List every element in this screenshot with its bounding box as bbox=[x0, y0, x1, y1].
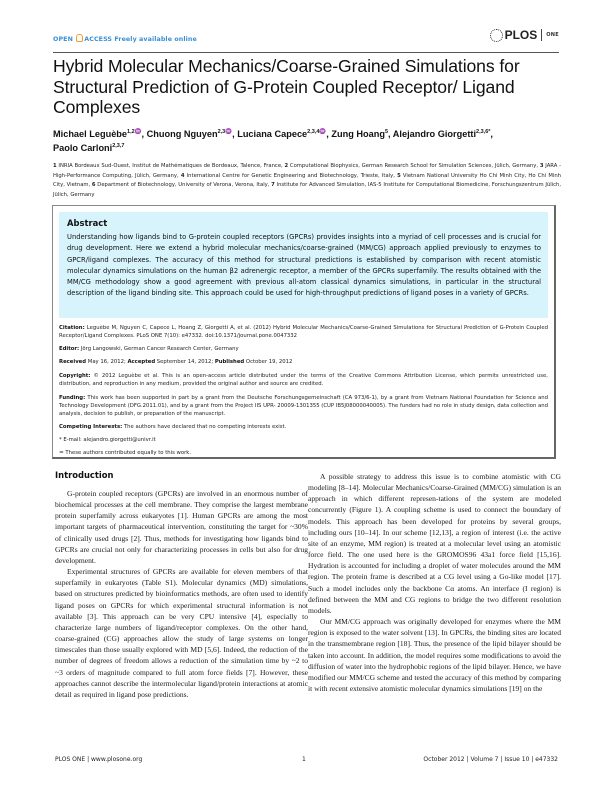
copyright-label: Copyright: bbox=[59, 373, 91, 379]
plos-wordmark: PLOS bbox=[504, 28, 538, 42]
corresponding-email[interactable]: * E-mail: alejandro.giorgetti@univr.it bbox=[59, 437, 156, 443]
one-wordmark: ONE bbox=[546, 32, 559, 38]
author-name: Zung Hoang bbox=[331, 129, 385, 139]
intro-column-left bbox=[55, 488, 308, 700]
competing-text: The authors have declared that no competing interests exist. bbox=[122, 424, 287, 430]
funding-text: This work has been supported in part by a grant from the Deutsche Forschungsgemeinschaft (CA 973/6-1), by a grant from Vietnam National Foundation for Science and Technology Development (DFG.2011.01), and by a grant from the Project IIS UPR- 20009-1301355 (CUP IB5J08000040005). The funders had no role in study design, data collection and analysis, decision to publish, or preparation of the manuscript. bbox=[59, 395, 548, 418]
affiliation-text: International Centre for Genetic Engineering and Biotechnology, Trieste, Italy, bbox=[184, 172, 398, 179]
affiliation-text: JARA - High-Performance Computing, Jülich, Germany, bbox=[53, 163, 561, 179]
author-list bbox=[53, 127, 563, 155]
intro-column-right bbox=[308, 471, 561, 694]
open-lock-icon bbox=[76, 34, 83, 42]
competing-label: Competing Interests: bbox=[59, 424, 123, 430]
page-number: 1 bbox=[302, 756, 306, 763]
author-affiliation-sup: 5 bbox=[384, 129, 389, 135]
received-label: Received bbox=[59, 359, 87, 365]
paragraph: Our MM/CG approach was originally developed for enzymes where the MM region is exposed to the water solvent [13]. In GPCRs, the binding sites are located in the transmembrane region [18]. Thus, the presence of the lipid bilayer should be taken into account. In addition, the model requires some modifications to avoid the diffusion of water into the hydrophobic regions of the lipid bilayer. Hence, we have modified our MM/CG scheme and tested the accuracy of this method by comparing it with recent extensive atomistic molecular dynamics simulations [19] on the bbox=[308, 617, 561, 693]
logo-divider bbox=[541, 29, 542, 41]
affiliation-text: Vietnam National University Ho Chi Minh City, Ho Chi Minh City, Vietnam, bbox=[53, 172, 561, 189]
affiliation-text: Computational Biophysics, German Research School for Simulation Sciences, Jülich, Germany, bbox=[288, 163, 540, 169]
author-separator: , bbox=[326, 129, 332, 139]
affiliation-text: Institute for Advanced Simulation, IAS-5 Institute for Computational Biomedicine, Forschungszentrum Jülich, Jülich, Germany bbox=[53, 182, 561, 199]
footer-journal[interactable]: PLOS ONE | www.plosone.org bbox=[55, 756, 143, 763]
affiliation-number: 7 bbox=[271, 182, 275, 189]
affiliation-number: 1 bbox=[53, 163, 57, 169]
published-date: October 19, 2012 bbox=[244, 359, 293, 365]
affiliation-number: 4 bbox=[180, 172, 185, 179]
author-name: Chuong Nguyen bbox=[146, 129, 218, 139]
author-affiliation-sup: 2,3,7 bbox=[112, 143, 125, 149]
editor-label: Editor: bbox=[59, 346, 80, 352]
citation-label: Citation: bbox=[59, 325, 85, 331]
author-name: Luciana Capece bbox=[237, 129, 308, 139]
paragraph: G-protein coupled receptors (GPCRs) are involved in an enormous number of biochemical processes at the cell membrane. They comprise the largest membrane protein superfamily across eukaryotes [1]. Human GPCRs are among the most important targets of pharmaceutical intervention, constituting the target for ~30% of clinically used drugs [2]. Thus, methods for investigating how ligands bind to GPCRs are crucial not only for characterizing processes in cells but also for drug development. bbox=[55, 489, 308, 565]
author-affiliation-sup: 2,3,6* bbox=[476, 129, 491, 135]
editor bbox=[59, 345, 548, 353]
front-matter-box bbox=[52, 205, 556, 459]
author-name: Alejandro Giorgetti bbox=[392, 129, 477, 139]
dates bbox=[59, 358, 548, 366]
access-label: ACCESS bbox=[84, 36, 113, 43]
editor-text: Jörg Langowski, German Cancer Research Center, Germany bbox=[79, 346, 239, 352]
author-name: Paolo Carloni bbox=[53, 143, 113, 153]
paragraph: Experimental structures of GPCRs are available for eleven members of that superfamily in eukaryotes (Table S1). Molecular dynamics (MD) simulations, based on structures predicted by bioinformatics methods, are often used to identify ligand poses on GPCRs for which experimental structural information is not available [3]. This approach can be very CPU intensive [4], especially to characterize large numbers of ligand/receptor complexes. On the other hand, coarse-grained (CG) approaches allow the study of large systems on longer timescales than those usually explored with MD [5,6]. Indeed, the reduction of the number of degrees of freedom allows a reduction of the simulation time by ~2 to ~3 orders of magnitude compared to full atom force fields [7]. However, these approaches cannot describe the intermolecular ligand/protein interactions at atomic detail as required in ligand pose predictions. bbox=[55, 567, 308, 699]
affiliation-number: 6 bbox=[91, 182, 96, 189]
author-affiliation-sup: 1,2♒ bbox=[127, 129, 142, 135]
citation-text[interactable]: Leguèbe M, Nguyen C, Capece L, Hoang Z, Giorgetti A, et al. (2012) Hybrid Molecular Mechanics/Coarse-Grained Simulations for Structural Prediction of G-Protein Coupled Receptor/Ligand Complexes. PLoS ONE 7(10): e47332. doi:10.1371/journal.pone.0047332 bbox=[59, 325, 548, 340]
plos-one-logo bbox=[490, 28, 559, 42]
author-affiliation-sup: 2,3♒ bbox=[217, 129, 233, 135]
received-date: May 16, 2012; bbox=[86, 359, 128, 365]
funding-label: Funding: bbox=[59, 395, 86, 401]
funding bbox=[59, 394, 548, 419]
author-separator: , bbox=[388, 129, 393, 139]
open-access-banner bbox=[53, 34, 197, 43]
author-affiliation-sup: 2,3,4♒ bbox=[307, 129, 327, 135]
author-separator: , bbox=[232, 129, 238, 139]
abstract-panel bbox=[59, 212, 548, 318]
affiliation-number: 5 bbox=[397, 172, 401, 179]
affiliation-number: 3 bbox=[539, 163, 544, 169]
author-separator: , bbox=[141, 129, 147, 139]
freely-available-label: Freely available online bbox=[114, 36, 197, 43]
abstract-text: Understanding how ligands bind to G-protein coupled receptors (GPCRs) provides insights into a myriad of cell processes and is crucial for drug development. Here we extend a hybrid molecular mechanics/coarse-grained (MM/CG) approach applied previously to enzymes to GPCR/ligand complexes. The accuracy of this method for structural predictions is established by comparison with recent atomistic molecular dynamics simulations on the human β2 adrenergic receptor, a member of the GPCRs superfamily. The results obtained with the MM/CG methodology show a good agreement with previous all-atom classical dynamics simulations, in particular in the structural description of the ligand binding site. This approach could be used for high-throughput predictions of ligand poses in a variety of GPCRs. bbox=[67, 233, 541, 298]
paragraph: A possible strategy to address this issue is to combine atomistic with CG modeling [8–14]. Molecular Mechanics/Coarse-Grained (MM/CG) simulation is an approach in which different represen-tations of the system are modeled concurrently (Figure 1). A coupling scheme is used to connect the boundary of models. This approach has been developed for proteins by several groups, including ours [10–14]. In our scheme [12,13], a region of interest (i.e. the active site of an enzyme, MM region) is treated at a molecular level using an atomistic force field. The one used here is the GROMOS96 43a1 force field [15,16]. Hydration is accounted for including a droplet of water molecules around the MM region. The protein frame is described at a CG level using a Go-like model [17]. Such a model includes only the backbone Cα atoms. An interface (I region) is defined between the MM and CG regions to bridge the two different resolution models. bbox=[308, 472, 561, 615]
plos-sun-icon bbox=[490, 29, 503, 42]
equal-contribution-note: ♒ These authors contributed equally to this work. bbox=[59, 450, 192, 456]
competing-interests bbox=[59, 423, 548, 431]
copyright-text: © 2012 Leguèbe et al. This is an open-access article distributed under the terms of the Creative Commons Attribution License, which permits unrestricted use, distribution, and reproduction in any medium, provided the original author and source are credited. bbox=[59, 373, 548, 388]
affiliation-number: 2 bbox=[284, 163, 289, 169]
introduction-heading: Introduction bbox=[55, 470, 114, 480]
affiliation-text: Department of Biotechnology, University of Verona, Verona, Italy, bbox=[95, 182, 272, 189]
abstract-heading: Abstract bbox=[67, 218, 108, 228]
footer-issue-info: October 2012 | Volume 7 | Issue 10 | e47332 bbox=[423, 756, 558, 763]
affiliations bbox=[53, 162, 561, 201]
copyright bbox=[59, 372, 548, 388]
author-separator: , bbox=[490, 129, 493, 139]
journal-header bbox=[53, 30, 559, 53]
affiliation-text: INRIA Bordeaux Sud-Ouest, Institut de Mathématiques de Bordeaux, Talence, France, bbox=[56, 163, 285, 169]
published-label: Published bbox=[214, 359, 245, 365]
citation bbox=[59, 324, 548, 340]
accepted-label: Accepted bbox=[127, 359, 156, 365]
author-name: Michael Leguèbe bbox=[53, 129, 128, 139]
accepted-date: September 14, 2012; bbox=[155, 359, 215, 365]
article-title: Hybrid Molecular Mechanics/Coarse-Grained Simulations for Structural Prediction of G-Protein Coupled Receptor/ Ligand Complexes bbox=[53, 56, 520, 117]
open-label: OPEN bbox=[53, 36, 73, 43]
